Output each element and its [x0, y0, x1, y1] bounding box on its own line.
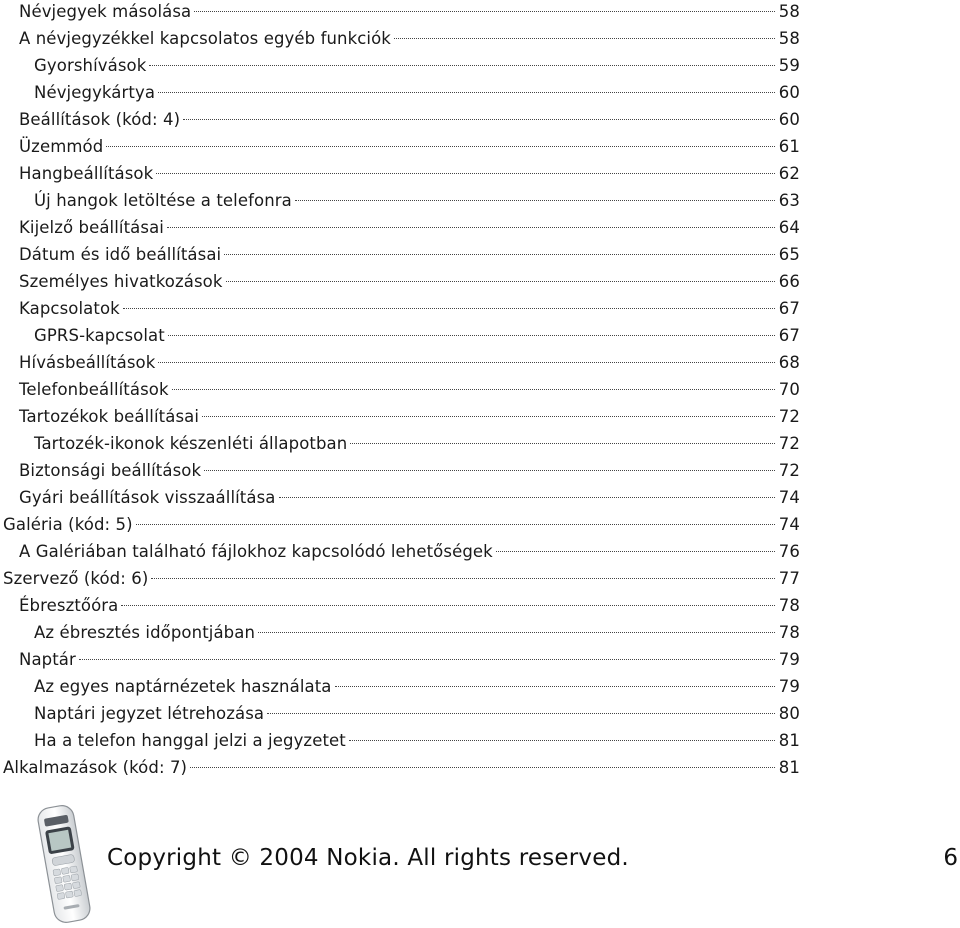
toc-entry-page: 74 — [778, 488, 800, 507]
toc-entry-page: 65 — [778, 245, 800, 264]
toc-entry[interactable] — [0, 430, 800, 457]
toc-entry-page: 78 — [778, 596, 800, 615]
toc-entry-title: Naptár — [19, 650, 76, 669]
toc-entry-title: Gyorshívások — [34, 56, 147, 75]
dot-leader — [202, 416, 775, 417]
dot-leader — [190, 767, 775, 768]
toc-entry[interactable] — [0, 214, 800, 241]
toc-entry-title: Új hangok letöltése a telefonra — [34, 191, 292, 210]
toc-entry-page: 62 — [778, 164, 800, 183]
dot-leader — [350, 443, 775, 444]
toc-entry-title: Beállítások (kód: 4) — [19, 110, 181, 129]
page-footer — [0, 800, 960, 928]
dot-leader — [258, 632, 775, 633]
dot-leader — [172, 389, 775, 390]
dot-leader — [349, 740, 775, 741]
toc-entry-page: 61 — [778, 137, 800, 156]
toc-entry-page: 63 — [778, 191, 800, 210]
toc-entry[interactable] — [0, 511, 800, 538]
toc-entry-title: Névjegyek másolása — [19, 2, 192, 21]
toc-entry-title: Gyári beállítások visszaállítása — [19, 488, 276, 507]
toc-entry-page: 80 — [778, 704, 800, 723]
toc-entry-page: 72 — [778, 461, 800, 480]
toc-entry[interactable] — [0, 268, 800, 295]
toc-entry[interactable] — [0, 0, 800, 25]
toc-entry-title: Alkalmazások (kód: 7) — [3, 758, 188, 777]
toc-entry[interactable] — [0, 295, 800, 322]
toc-entry-title: Ébresztőóra — [19, 596, 119, 615]
toc-entry-title: Tartozékok beállításai — [19, 407, 200, 426]
dot-leader — [394, 38, 775, 39]
toc-entry-title: Tartozék-ikonok készenléti állapotban — [34, 434, 348, 453]
toc-entry[interactable] — [0, 187, 800, 214]
toc-entry-page: 67 — [778, 299, 800, 318]
toc-entry[interactable] — [0, 403, 800, 430]
toc-entry-page: 66 — [778, 272, 800, 291]
toc-entry-title: A névjegyzékkel kapcsolatos egyéb funkciók — [19, 29, 391, 48]
toc-entry-page: 76 — [778, 542, 800, 561]
toc-entry-page: 79 — [778, 677, 800, 696]
toc-entry-title: Ha a telefon hanggal jelzi a jegyzetet — [34, 731, 346, 750]
toc-entry[interactable] — [0, 457, 800, 484]
toc-entry-title: Névjegykártya — [34, 83, 156, 102]
toc-entry-title: Kapcsolatok — [19, 299, 120, 318]
dot-leader — [295, 200, 775, 201]
toc-entry-page: 70 — [778, 380, 800, 399]
dot-leader — [194, 11, 775, 12]
toc-entry-title: A Galériában található fájlokhoz kapcsolódó lehetőségek — [19, 542, 493, 561]
dot-leader — [168, 335, 775, 336]
toc-entry[interactable] — [0, 52, 800, 79]
toc-entry[interactable] — [0, 754, 800, 781]
toc-entry[interactable] — [0, 484, 800, 511]
toc-entry-title: Hangbeállítások — [19, 164, 154, 183]
toc-entry[interactable] — [0, 79, 800, 106]
dot-leader — [158, 362, 775, 363]
toc-entry-page: 67 — [778, 326, 800, 345]
page-number: 6 — [943, 845, 958, 871]
toc-entry-page: 72 — [778, 407, 800, 426]
copyright-notice: Copyright © 2004 Nokia. All rights reserved. — [107, 845, 629, 871]
dot-leader — [158, 92, 775, 93]
toc-entry-title: Szervező (kód: 6) — [3, 569, 149, 588]
toc-entry-page: 79 — [778, 650, 800, 669]
toc-entry-title: Az ébresztés időpontjában — [34, 623, 255, 642]
toc-entry-title: Üzemmód — [19, 137, 104, 156]
toc-entry-title: Az egyes naptárnézetek használata — [34, 677, 332, 696]
dot-leader — [106, 146, 775, 147]
toc-entry-title: Biztonsági beállítások — [19, 461, 202, 480]
toc-entry[interactable] — [0, 565, 800, 592]
toc-entry-page: 72 — [778, 434, 800, 453]
dot-leader — [151, 578, 775, 579]
dot-leader — [224, 254, 775, 255]
toc-entry[interactable] — [0, 619, 800, 646]
toc-entry[interactable] — [0, 241, 800, 268]
toc-entry-page: 77 — [778, 569, 800, 588]
toc-entry[interactable] — [0, 673, 800, 700]
toc-entry-page: 58 — [778, 29, 800, 48]
dot-leader — [226, 281, 775, 282]
dot-leader — [123, 308, 775, 309]
toc-entry[interactable] — [0, 349, 800, 376]
dot-leader — [167, 227, 775, 228]
toc-entry-title: Hívásbeállítások — [19, 353, 156, 372]
toc-entry[interactable] — [0, 727, 800, 754]
nokia-phone-icon — [34, 802, 94, 926]
dot-leader — [183, 119, 775, 120]
toc-entry-page: 60 — [778, 110, 800, 129]
toc-entry-title: Galéria (kód: 5) — [3, 515, 133, 534]
toc-entry-title: Telefonbeállítások — [19, 380, 169, 399]
toc-entry[interactable] — [0, 322, 800, 349]
dot-leader — [204, 470, 775, 471]
toc-entry-page: 64 — [778, 218, 800, 237]
toc-entry[interactable] — [0, 646, 800, 673]
toc-entry-title: Naptári jegyzet létrehozása — [34, 704, 265, 723]
toc-entry-title: Dátum és idő beállításai — [19, 245, 222, 264]
dot-leader — [267, 713, 775, 714]
toc-entry[interactable] — [0, 133, 800, 160]
toc-entry[interactable] — [0, 25, 800, 52]
toc-entry-page: 59 — [778, 56, 800, 75]
toc-entry[interactable] — [0, 376, 800, 403]
toc-entry[interactable] — [0, 160, 800, 187]
dot-leader — [149, 65, 775, 66]
dot-leader — [121, 605, 775, 606]
toc-entry-page: 60 — [778, 83, 800, 102]
toc-entry-title: Kijelző beállításai — [19, 218, 164, 237]
toc-entry[interactable] — [0, 106, 800, 133]
toc-entry-title: GPRS-kapcsolat — [34, 326, 165, 345]
toc-entry-page: 74 — [778, 515, 800, 534]
dot-leader — [496, 551, 775, 552]
toc-entry-page: 81 — [778, 758, 800, 777]
toc-entry[interactable] — [0, 592, 800, 619]
dot-leader — [335, 686, 775, 687]
toc-entry[interactable] — [0, 700, 800, 727]
dot-leader — [156, 173, 775, 174]
dot-leader — [136, 524, 775, 525]
toc-entry-page: 81 — [778, 731, 800, 750]
dot-leader — [79, 659, 775, 660]
toc-entry-page: 78 — [778, 623, 800, 642]
toc-entry-page: 68 — [778, 353, 800, 372]
toc-entry-title: Személyes hivatkozások — [19, 272, 223, 291]
toc-entry[interactable] — [0, 538, 800, 565]
dot-leader — [279, 497, 775, 498]
toc-entry-page: 58 — [778, 2, 800, 21]
